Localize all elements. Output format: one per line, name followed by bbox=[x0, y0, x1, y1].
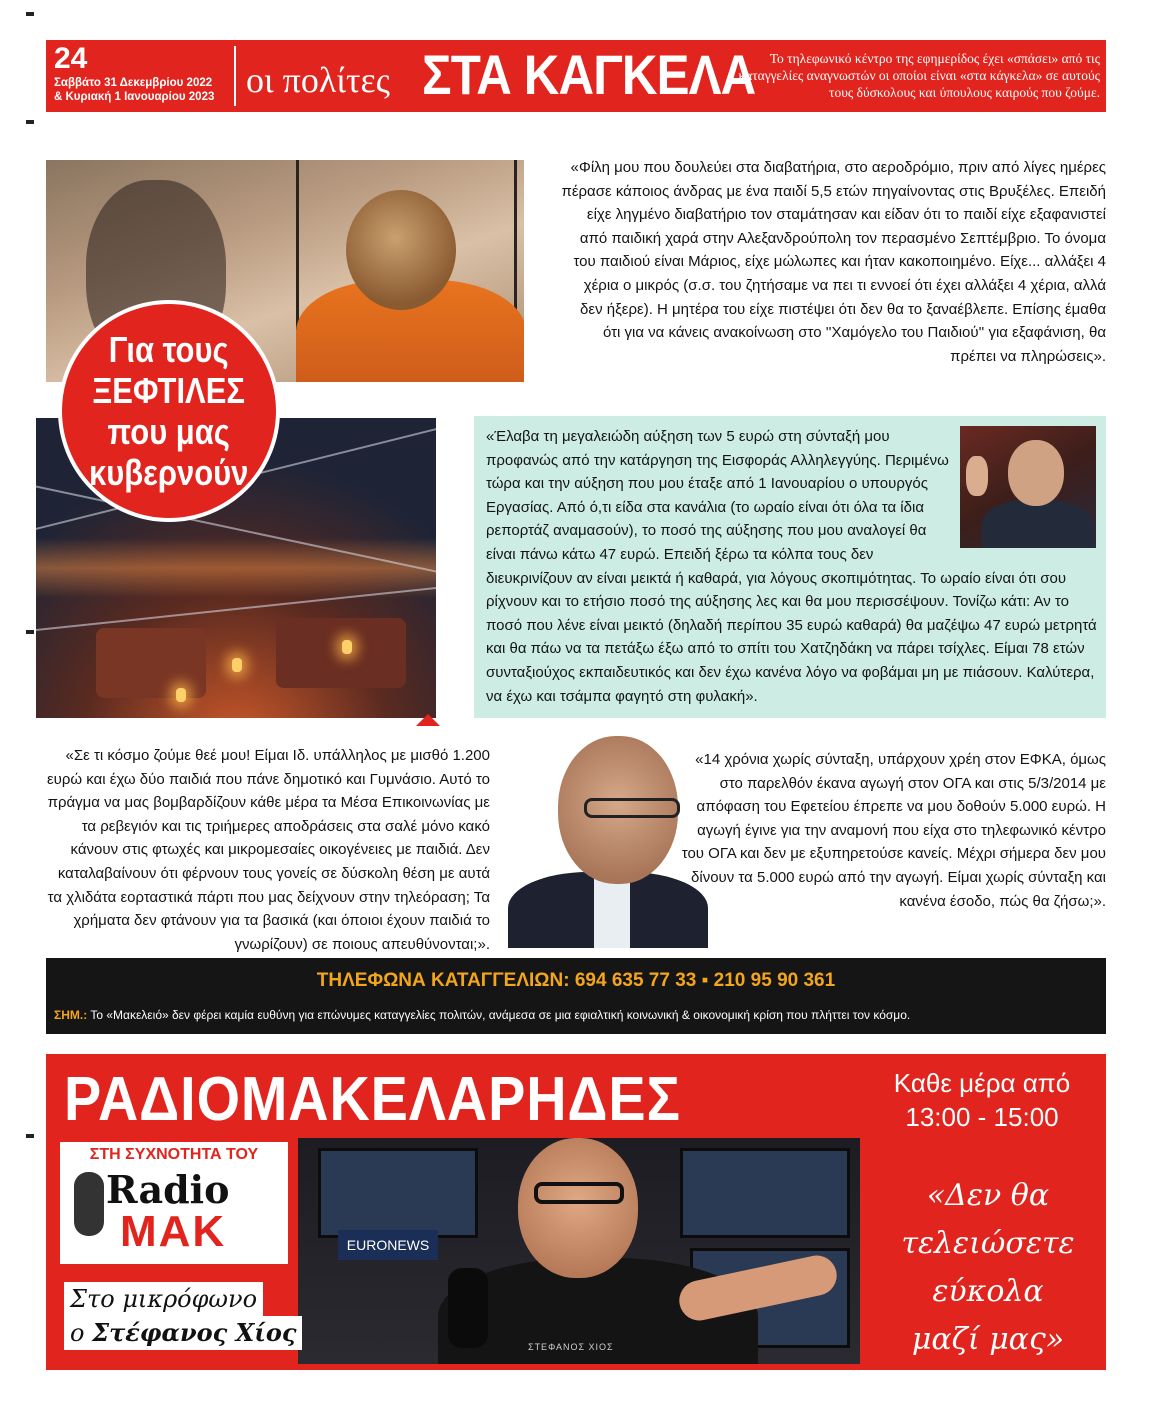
crop-mark bbox=[26, 120, 34, 124]
page-header bbox=[46, 40, 1106, 112]
header-divider bbox=[234, 46, 236, 106]
host-credit-line1: Στο μικρόφωνο bbox=[64, 1282, 263, 1316]
phone-landline[interactable]: 210 95 90 361 bbox=[713, 970, 836, 991]
section-subtitle: οι πολίτες bbox=[246, 60, 390, 100]
schedule-hours: 13:00 - 15:00 bbox=[905, 1102, 1059, 1132]
boy-head bbox=[346, 190, 456, 310]
feature-badge-text bbox=[89, 329, 248, 493]
city-lights bbox=[36, 538, 436, 598]
glasses bbox=[584, 798, 680, 818]
disclaimer bbox=[54, 1006, 1104, 1024]
phone-separator: ▪ bbox=[701, 970, 709, 991]
issue-date-line2: & Κυριακή 1 Ιανουαρίου 2023 bbox=[54, 91, 215, 103]
photo-politician-glasses bbox=[498, 722, 708, 948]
disclaimer-label: ΣΗΜ.: bbox=[54, 1008, 88, 1022]
complaint-phone-bar bbox=[46, 958, 1106, 1034]
host-credit-prefix: ο bbox=[70, 1319, 85, 1347]
show-slogan bbox=[888, 1172, 1088, 1364]
host-head bbox=[518, 1138, 638, 1278]
slogan-line: «Δεν θα bbox=[926, 1178, 1050, 1213]
section-description: Το τηλεφωνικό κέντρο της εφημερίδος έχει «σπάσει» από τις καταγγελίες αναγνωστών οι οποίοι είναι «στα κάγκελα» σε αυτούς τους δύσκολους και ύπουλους καιρούς που ζούμε. bbox=[738, 51, 1100, 100]
logo-mak-text: MAK bbox=[120, 1207, 227, 1256]
phones-label: ΤΗΛΕΦΩΝΑ ΚΑΤΑΓΓΕΛΙΩΝ: bbox=[316, 970, 570, 991]
complaint-pension-text: «Έλαβα τη μεγαλειώδη αύξηση των 5 ευρώ στη σύνταξή μου προφανώς από την κατάργηση της Εισφοράς Αλληλεγγύης. Περιμένω τώρα και την αύξηση που μου έταξε από 1 Ιανουαρίου ο υπουργός Εργασίας. Από ό,τι είδα στα κανάλια (το ωραίο είναι ότι όλα τα ίδια ρεπορτάζ αναμασούν), το ποσό της αύξησης που μου αναλογεί θα είναι πάνω κάτω 47 ευρώ. Επειδή ξέρω τα κόλπα τους δεν διευκρινίζουν αν είναι μεικτά ή καθαρά, για λόγους σκοπιμότητας. Το ωραίο είναι ότι σου ρίχνουν και το ετήσιο ποσό της αύξησης λες και θα μου περισσέψουν. Τονίζω κάτι: Αν το ποσό που λένε είναι μεικτό (δηλαδή περίπου 35 ευρώ καθαρά) θα μαζέψω 47 ευρώ μετρητά και θα πάω να τα πετάξω έξω από το σπίτι του Χατζηδάκη να πάρει τσίχλες. Είμαι 78 ετών συνταξιούχος εκπαιδευτικός και δεν έχω κανένα λόγο να φοβάμαι μη με πιάσουν. Καλύτερα, να έχω και τσάμπα φαγητό στη φυλακή». bbox=[486, 428, 1097, 705]
studio-monitor bbox=[318, 1148, 478, 1238]
crop-mark bbox=[26, 12, 34, 16]
host-name: Στέφανος Χίος bbox=[92, 1318, 297, 1347]
issue-date bbox=[54, 76, 214, 104]
issue-date-line1: Σαββάτο 31 Δεκεμβρίου 2022 bbox=[54, 77, 213, 89]
sofa bbox=[276, 618, 406, 688]
disclaimer-text: Το «Μακελειό» δεν φέρει καμία ευθύνη για επώνυμες καταγγελίες πολιτών, ανάμεσα σε μια εφιαλτική κοινωνική & οικονομική κρίση που πλήττει τον κόσμο. bbox=[90, 1008, 911, 1022]
page-number: 24 bbox=[54, 42, 88, 75]
phone-mobile[interactable]: 694 635 77 33 bbox=[574, 970, 697, 991]
swing-chain bbox=[296, 160, 299, 330]
logo-radio-text: Radio bbox=[106, 1167, 230, 1212]
euronews-logo: EURONEWS bbox=[338, 1230, 438, 1260]
swing-chain bbox=[514, 160, 517, 330]
photo-wrap-spacer bbox=[956, 425, 1098, 557]
studio-monitor bbox=[680, 1148, 850, 1238]
frequency-label: ΣΤΗ ΣΥΧΝΟΤΗΤΑ ΤΟΥ bbox=[89, 1146, 259, 1163]
host-nameplate: ΣΤΕΦΑΝΟΣ ΧΙΟΣ bbox=[528, 1342, 614, 1352]
show-schedule bbox=[872, 1066, 1092, 1134]
radio-advert bbox=[46, 1054, 1106, 1370]
schedule-days: Καθε μέρα από bbox=[893, 1068, 1071, 1098]
logo-microphone-icon bbox=[74, 1172, 104, 1236]
sofa bbox=[96, 628, 206, 698]
complaint-efka: «14 χρόνια χωρίς σύνταξη, υπάρχουν χρέη στον ΕΦΚΑ, όμως στο παρελθόν έκανα αγωγή στον ΟΓΑ και στις 5/3/2014 με απόφαση του Εφετείου έπρεπε να μου δοθούν 5.000 ευρώ. Η αγωγή έγινε για την αναμονή που είχα στο τηλεφωνικό κέντρο του ΟΓΑ και δεν με εξυπηρετούσε κανείς. Μέχρι σήμερα δεν μου δίνουν τα 5.000 ευρώ από την αγωγή. Είμαι χωρίς σύνταξη και κανένα έσοδο, πώς θα ζήσω;». bbox=[681, 751, 1106, 910]
section-title: ΣΤΑ ΚΑΓΚΕΛΑ bbox=[422, 43, 756, 106]
candle bbox=[342, 640, 352, 654]
complaint-phones bbox=[46, 968, 1106, 994]
candle bbox=[232, 658, 242, 672]
slogan-line: εύκολα bbox=[932, 1274, 1044, 1309]
complaint-chalets: «Σε τι κόσμο ζούμε θεέ μου! Είμαι Ιδ. υπάλληλος με μισθό 1.200 ευρώ και έχω δύο παιδιά που πάνε δημοτικό και Γυμνάσιο. Αυτό το πράγμα να μας βομβαρδίζουν κάθε μέρα τα Μέσα Επικοινωνίας με τα ρεβεγιόν και τις τριήμερες αποδράσεις στα σαλέ μόνο κακό κάνουν στις φτωχές και μικρομεσαίες οικογένειες με παιδιά. Δεν καταλαβαίνουν ότι φέρνουν τους γονείς σε δύσκολη θέση με αυτά τα χλιδάτα εορταστικά πάρτι που μας δείχνουν στην τηλεόραση; Τα χρήματα δεν φτάνουν για τα βασικά (και όποιοι έχουν παιδιά το γνωρίζουν) σε ποιους απευθύνονται;». bbox=[46, 747, 490, 953]
radio-mak-logo bbox=[58, 1140, 290, 1266]
triangle-marker bbox=[416, 714, 440, 726]
host-glasses bbox=[534, 1182, 624, 1204]
feature-badge bbox=[58, 300, 280, 522]
radio-show-title: ΡΑΔΙΟΜΑΚΕΛΑΡΗΔΕΣ bbox=[64, 1065, 681, 1134]
host-credit bbox=[64, 1282, 384, 1350]
badge-line: Για τους bbox=[109, 329, 229, 370]
microphone-icon bbox=[448, 1268, 488, 1348]
badge-line: ΞΕΦΤΙΛΕΣ bbox=[92, 370, 246, 411]
badge-line: που μας bbox=[107, 411, 231, 452]
crop-mark bbox=[26, 630, 34, 634]
complaint-passport: «Φίλη μου που δουλεύει στα διαβατήρια, στο αεροδρόμιο, πριν από λίγες ημέρες πέρασε κάποιος άνδρας με ένα παιδί 5,5 ετών πηγαίνοντας στις Βρυξέλες. Επειδή είχε ληγμένο διαβατήριο τον σταμάτησαν και είδαν ότι το παιδί είχε εξαφανιστεί από παιδική χαρά στην Αλεξανδρούπολη τον περασμένο Σεπτέμβριο. Το όνομα του παιδιού είναι Μάριος, είχε μώλωπες και ήταν κακοποιημένο. Είχε... αλλάξει 4 χέρια ο μικρός (σ.σ. του ζητήσαμε να πει τι εννοεί ότι έχει αλλάξει 4 χέρια, αλλά δεν ήξερε). Η μητέρα του είχε πιστέψει ότι δεν θα το ξαναέβλεπε. Επίσης έμαθα ότι για να κάνεις ανακοίνωση στο ''Χαμόγελο του Παιδιού'' για εξαφάνιση, θα πρέπει να πληρώσεις». bbox=[561, 159, 1106, 365]
slogan-line: τελειώσετε bbox=[901, 1226, 1075, 1261]
complaint-pension bbox=[486, 425, 1098, 708]
badge-line: κυβερνούν bbox=[89, 452, 249, 493]
crop-mark bbox=[26, 1134, 34, 1138]
slogan-line: μαζί μας» bbox=[911, 1322, 1065, 1357]
candle bbox=[176, 688, 186, 702]
